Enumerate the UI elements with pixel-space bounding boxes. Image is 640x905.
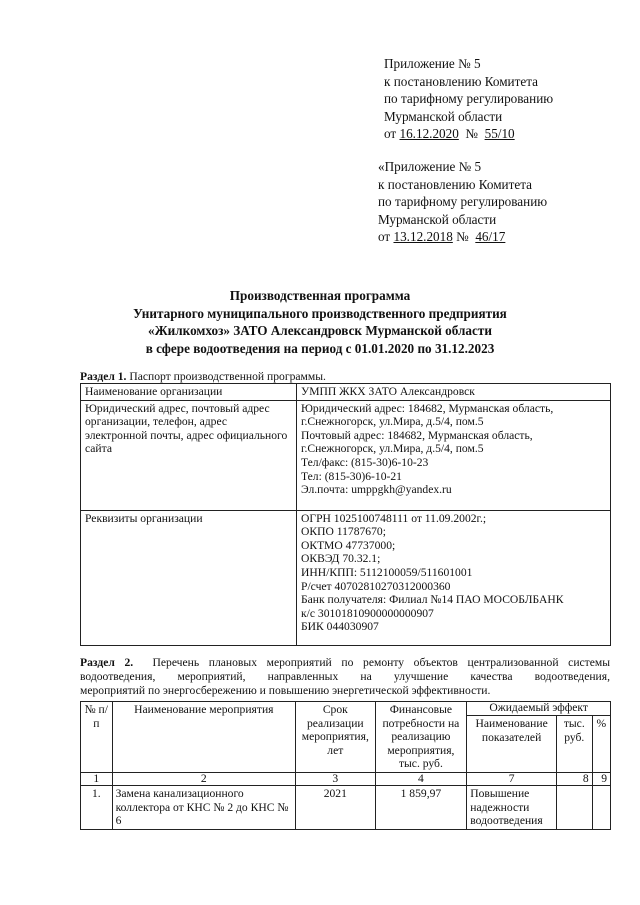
appendix-previous-date-line: от 13.12.2018 № 46/17 [378,229,506,245]
appendix-current-date: 16.12.2020 [399,126,459,142]
header-effect-rub: тыс. руб. [556,715,592,772]
col-number: 2 [112,772,295,785]
passport-row-name: Реквизиты организации [81,510,297,645]
table-header-row [81,702,611,716]
col-number: 8 [556,772,592,785]
appendix-current-line3: по тарифному регулированию [384,91,554,107]
appendix-previous [378,158,547,246]
section1-caption [80,370,326,384]
title-line4: в сфере водоотведения на период с 01.01.2020 по 31.12.2023 [145,340,495,356]
passport-row-name: Наименование организации [81,384,297,401]
appendix-previous-date: 13.12.2018 [393,229,453,245]
appendix-previous-line1: «Приложение № 5 [378,159,482,174]
table-row [81,400,611,510]
passport-table [80,383,611,646]
appendix-previous-number: 46/17 [475,229,506,245]
row-effect-rub [556,785,592,829]
section1-label: Раздел 1. [80,370,127,383]
col-number: 7 [467,772,557,785]
col-number: 3 [296,772,376,785]
appendix-current-line1: Приложение № 5 [384,56,481,71]
appendix-current-number: 55/10 [484,126,515,142]
row-num: 1. [81,785,113,829]
header-effect-name: Наименование показателей [467,715,557,772]
appendix-current-date-line: от 16.12.2020 № 55/10 [384,126,515,142]
header-name: Наименование мероприятия [112,702,295,773]
measures-table [80,701,611,830]
title-line1: Производственная программа [229,288,411,303]
title-line2: Унитарного муниципального производственного предприятия [133,305,507,321]
passport-row-value: Юридический адрес: 184682, Мурманская область, г.Снежногорск, ул.Мира, д.5/4, пом.5 Почтовый адрес: 184682, Мурманская область, г.Снежногорск, ул.Мира, д.5/4, пом.5 Тел/факс: (815-30)6-10-23 Тел: (815-30)6-10-21 Эл.почта: umppgkh@yandex.ru [297,400,611,510]
header-finance: Финансовые потребности на реализацию мероприятия, тыс. руб. [375,702,467,773]
row-effect-name: Повышение надежности водоотведения [467,785,557,829]
appendix-current-line4: Мурманской области [384,108,503,124]
title-line3: «Жилкомхоз» ЗАТО Александровск Мурманской области [148,323,492,338]
row-effect-pct [592,785,610,829]
row-finance: 1 859,97 [375,785,467,829]
section2-caption: Раздел 2. Перечень плановых мероприятий по ремонту объектов централизованной системы водоотведения, мероприятий, направленных на улучшение качества водоотведения, мероприятий по энергосбережению и повышению энергетической эффективности. [80,656,611,697]
header-effect-pct: % [592,715,610,772]
header-num: № п/п [81,702,113,773]
appendix-previous-line4: Мурманской области [378,211,497,227]
table-row [81,384,611,401]
appendix-previous-line2: к постановлению Комитета [378,176,532,192]
appendix-previous-line3: по тарифному регулированию [378,194,548,210]
col-number: 4 [375,772,467,785]
appendix-current-line2: к постановлению Комитета [384,73,538,89]
passport-row-value: ОГРН 1025100748111 от 11.09.2002г.; ОКПО 11787670; ОКТМО 47737000; ОКВЭД 70.32.1; ИНН/КПП: 5112100059/511601001 Р/счет 40702810270312000360 Банк получателя: Филиал №14 ПАО МОСОБЛБАНК к/с 30101810900000000907 БИК 044030907 [297,510,611,645]
table-row [81,510,611,645]
section1-text: Паспорт производственной программы. [126,370,326,383]
row-name: Замена канализационного коллектора от КНС № 2 до КНС № 6 [112,785,295,829]
document-title [80,287,560,357]
passport-row-name: Юридический адрес, почтовый адрес организации, телефон, адрес электронной почты, адрес официального сайта [81,400,297,510]
col-number: 1 [81,772,113,785]
section2-label: Раздел 2. [80,656,134,669]
appendix-current [384,55,553,143]
table-row [81,785,611,829]
row-term: 2021 [296,785,376,829]
header-effect: Ожидаемый эффект [467,702,611,716]
col-number: 9 [592,772,610,785]
passport-row-value: УМПП ЖКХ ЗАТО Александровск [297,384,611,401]
header-term: Срок реализации мероприятия, лет [296,702,376,773]
table-column-numbers-row [81,772,611,785]
